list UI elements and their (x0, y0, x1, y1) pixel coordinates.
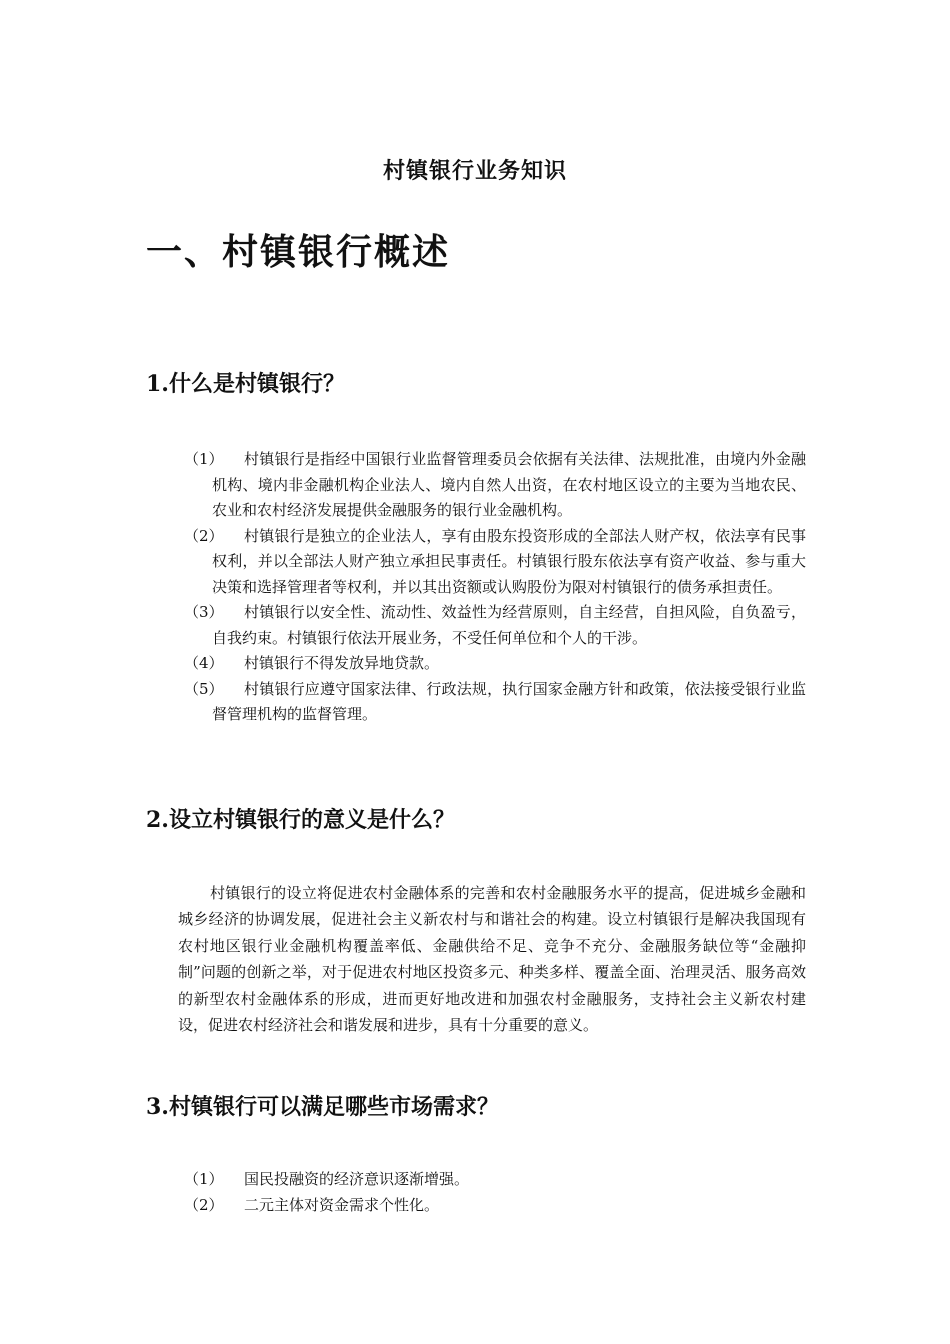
list-item-text: 村镇银行以安全性、流动性、效益性为经营原则，自主经营，自担风险，自负盈亏，自我约束。村镇银行依法开展业务，不受任何单位和个人的干涉。 (212, 603, 806, 647)
section-2-paragraph: 村镇银行的设立将促进农村金融体系的完善和农村金融服务水平的提高，促进城乡金融和城乡经济的协调发展，促进社会主义新农村与和谐社会的构建。设立村镇银行是解决我国现有农村地区银行业金融机构覆盖率低、金融供给不足、竞争不充分、金融服务缺位等“金融抑制”问题的创新之举，对于促进农村地区投资多元、种类多样、覆盖全面、治理灵活、服务高效的新型农村金融体系的形成，进而更好地改进和加强农村金融服务，支持社会主义新农村建设，促进农村经济社会和谐发展和进步，具有十分重要的意义。 (178, 884, 806, 1035)
list-item-text: 村镇银行是指经中国银行业监督管理委员会依据有关法律、法规批准，由境内外金融机构、境内非金融机构企业法人、境内自然人出资，在农村地区设立的主要为当地农民、农业和农村经济发展提供金融服务的银行业金融机构。 (212, 450, 806, 519)
list-item-text: 村镇银行不得发放异地贷款。 (244, 654, 440, 672)
list-item (184, 677, 806, 728)
list-item (184, 600, 806, 651)
list-item-text: 二元主体对资金需求个性化。 (244, 1195, 440, 1214)
section-1-list (184, 447, 806, 728)
list-item-number: （1） (184, 1170, 224, 1188)
list-item (184, 447, 806, 524)
section-heading-3: 3.村镇银行可以满足哪些市场需求？ (146, 1094, 499, 1120)
list-item-number: （1） (184, 450, 224, 468)
list-item-text: 村镇银行是独立的企业法人，享有由股东投资形成的全部法人财产权，依法享有民事权利，并以全部法人财产独立承担民事责任。村镇银行股东依法享有资产收益、参与重大决策和选择管理者等权利，并以其出资额或认购股份为限对村镇银行的债务承担责任。 (212, 526, 806, 596)
list-item (184, 1167, 806, 1193)
list-item-number: （2） (184, 1195, 224, 1214)
list-item-text: 村镇银行应遵守国家法律、行政法规，执行国家金融方针和政策，依法接受银行业监督管理机构的监督管理。 (212, 679, 806, 723)
document-title: 村镇银行业务知识 (382, 158, 567, 184)
list-item (184, 651, 806, 677)
section-heading-2: 2.设立村镇银行的意义是什么？ (146, 807, 455, 833)
chapter-heading: 一、村镇银行概述 (146, 231, 451, 273)
list-item (184, 524, 806, 601)
section-heading-1: 1.什么是村镇银行？ (146, 371, 345, 397)
section-3-list (184, 1167, 806, 1218)
list-item (184, 1193, 806, 1219)
list-item-number: （2） (184, 526, 224, 545)
list-item-number: （5） (184, 679, 224, 698)
list-item-number: （3） (184, 603, 224, 621)
list-item-number: （4） (184, 654, 224, 672)
list-item-text: 国民投融资的经济意识逐渐增强。 (244, 1170, 470, 1188)
